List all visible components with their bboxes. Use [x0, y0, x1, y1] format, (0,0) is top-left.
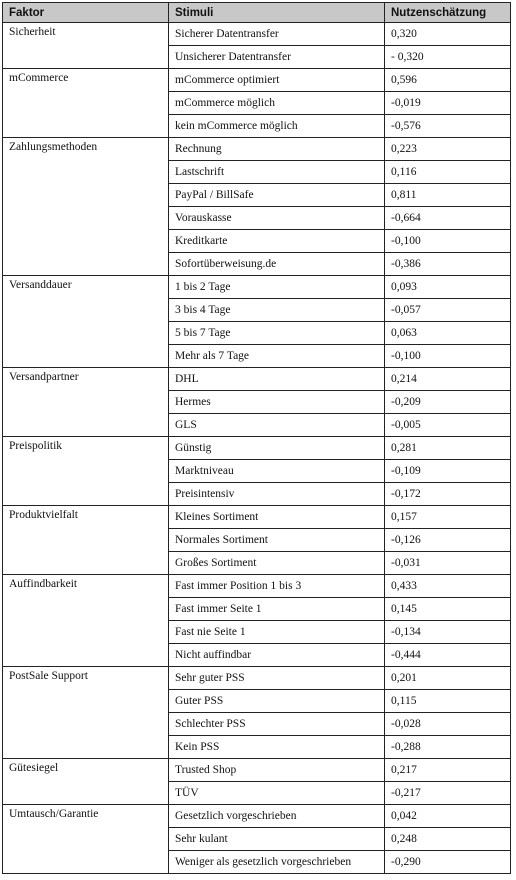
- value-cell: -0,386: [385, 253, 511, 276]
- value-cell: -0,057: [385, 299, 511, 322]
- value-cell: 0,042: [385, 805, 511, 828]
- table-row: [3, 667, 511, 690]
- table-row: [3, 506, 511, 529]
- stimulus-cell: GLS: [169, 414, 385, 437]
- stimulus-cell: Weniger als gesetzlich vorgeschrieben: [169, 851, 385, 874]
- stimulus-cell: Fast nie Seite 1: [169, 621, 385, 644]
- value-cell: 0,115: [385, 690, 511, 713]
- stimulus-cell: Kein PSS: [169, 736, 385, 759]
- table-body: [3, 23, 511, 874]
- value-cell: -0,134: [385, 621, 511, 644]
- stimulus-cell: 3 bis 4 Tage: [169, 299, 385, 322]
- value-cell: -0,109: [385, 460, 511, 483]
- value-cell: -0,290: [385, 851, 511, 874]
- value-cell: -0,028: [385, 713, 511, 736]
- value-cell: 0,248: [385, 828, 511, 851]
- table-row: [3, 276, 511, 299]
- stimulus-cell: Unsicherer Datentransfer: [169, 46, 385, 69]
- stimulus-cell: PayPal / BillSafe: [169, 184, 385, 207]
- stimulus-cell: Fast immer Seite 1: [169, 598, 385, 621]
- stimulus-cell: mCommerce optimiert: [169, 69, 385, 92]
- factor-cell: Umtausch/Garantie: [3, 805, 169, 874]
- stimulus-cell: kein mCommerce möglich: [169, 115, 385, 138]
- factor-cell: Versanddauer: [3, 276, 169, 368]
- stimulus-cell: Guter PSS: [169, 690, 385, 713]
- stimulus-cell: Nicht auffindbar: [169, 644, 385, 667]
- stimulus-cell: 1 bis 2 Tage: [169, 276, 385, 299]
- stimulus-cell: Mehr als 7 Tage: [169, 345, 385, 368]
- value-cell: 0,217: [385, 759, 511, 782]
- stimulus-cell: Hermes: [169, 391, 385, 414]
- stimulus-cell: Marktniveau: [169, 460, 385, 483]
- stimulus-cell: Lastschrift: [169, 161, 385, 184]
- stimulus-cell: TÜV: [169, 782, 385, 805]
- factor-cell: Preispolitik: [3, 437, 169, 506]
- stimulus-cell: Trusted Shop: [169, 759, 385, 782]
- value-cell: 0,811: [385, 184, 511, 207]
- value-cell: 0,093: [385, 276, 511, 299]
- header-row: [3, 3, 511, 23]
- stimulus-cell: Sehr kulant: [169, 828, 385, 851]
- value-cell: -0,100: [385, 345, 511, 368]
- table-row: [3, 437, 511, 460]
- factor-cell: Produktvielfalt: [3, 506, 169, 575]
- value-cell: -0,444: [385, 644, 511, 667]
- table-row: [3, 138, 511, 161]
- factor-cell: PostSale Support: [3, 667, 169, 759]
- value-cell: 0,223: [385, 138, 511, 161]
- table-row: [3, 23, 511, 46]
- value-cell: -0,005: [385, 414, 511, 437]
- value-cell: -0,209: [385, 391, 511, 414]
- table-row: [3, 69, 511, 92]
- utility-table: [2, 2, 511, 874]
- value-cell: -0,576: [385, 115, 511, 138]
- header-value: Nutzenschätzung: [385, 3, 511, 23]
- value-cell: 0,116: [385, 161, 511, 184]
- value-cell: 0,596: [385, 69, 511, 92]
- factor-cell: Sicherheit: [3, 23, 169, 69]
- value-cell: 0,320: [385, 23, 511, 46]
- value-cell: -0,100: [385, 230, 511, 253]
- stimulus-cell: Normales Sortiment: [169, 529, 385, 552]
- value-cell: -0,019: [385, 92, 511, 115]
- value-cell: 0,063: [385, 322, 511, 345]
- stimulus-cell: Rechnung: [169, 138, 385, 161]
- value-cell: -0,172: [385, 483, 511, 506]
- table-row: [3, 759, 511, 782]
- table-row: [3, 575, 511, 598]
- factor-cell: Zahlungsmethoden: [3, 138, 169, 276]
- value-cell: 0,157: [385, 506, 511, 529]
- stimulus-cell: Schlechter PSS: [169, 713, 385, 736]
- table-row: [3, 805, 511, 828]
- value-cell: -0,664: [385, 207, 511, 230]
- header-factor: Faktor: [3, 3, 169, 23]
- table-container: [2, 2, 511, 874]
- stimulus-cell: Sehr guter PSS: [169, 667, 385, 690]
- value-cell: -0,031: [385, 552, 511, 575]
- value-cell: 0,145: [385, 598, 511, 621]
- factor-cell: Gütesiegel: [3, 759, 169, 805]
- value-cell: -0,217: [385, 782, 511, 805]
- stimulus-cell: Günstig: [169, 437, 385, 460]
- value-cell: -0,288: [385, 736, 511, 759]
- stimulus-cell: 5 bis 7 Tage: [169, 322, 385, 345]
- factor-cell: Auffindbarkeit: [3, 575, 169, 667]
- stimulus-cell: Kleines Sortiment: [169, 506, 385, 529]
- factor-cell: Versandpartner: [3, 368, 169, 437]
- value-cell: 0,433: [385, 575, 511, 598]
- factor-cell: mCommerce: [3, 69, 169, 138]
- stimulus-cell: Preisintensiv: [169, 483, 385, 506]
- stimulus-cell: Großes Sortiment: [169, 552, 385, 575]
- value-cell: 0,281: [385, 437, 511, 460]
- stimulus-cell: Sofortüberweisung.de: [169, 253, 385, 276]
- value-cell: -0,126: [385, 529, 511, 552]
- stimulus-cell: Vorauskasse: [169, 207, 385, 230]
- stimulus-cell: Sicherer Datentransfer: [169, 23, 385, 46]
- stimulus-cell: Kreditkarte: [169, 230, 385, 253]
- stimulus-cell: mCommerce möglich: [169, 92, 385, 115]
- header-stimuli: Stimuli: [169, 3, 385, 23]
- stimulus-cell: DHL: [169, 368, 385, 391]
- table-row: [3, 368, 511, 391]
- value-cell: 0,201: [385, 667, 511, 690]
- value-cell: 0,214: [385, 368, 511, 391]
- stimulus-cell: Fast immer Position 1 bis 3: [169, 575, 385, 598]
- value-cell: - 0,320: [385, 46, 511, 69]
- stimulus-cell: Gesetzlich vorgeschrieben: [169, 805, 385, 828]
